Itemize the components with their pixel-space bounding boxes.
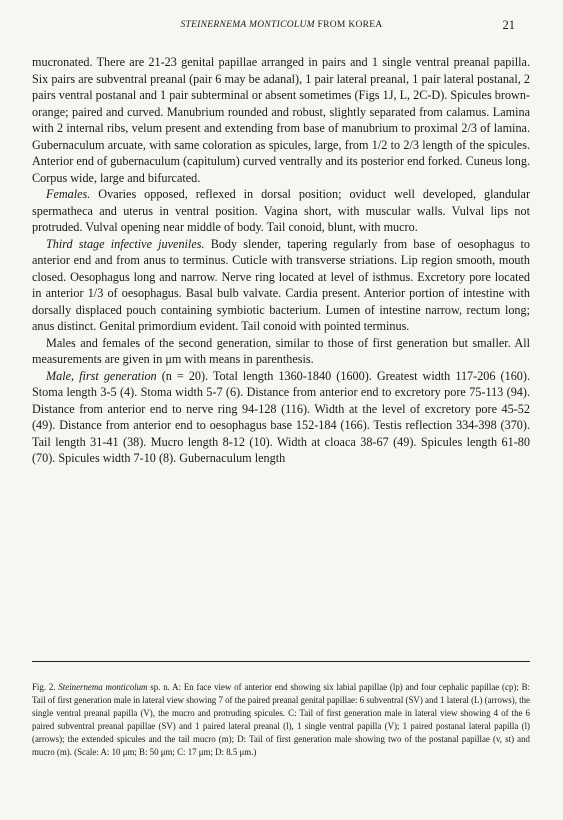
paragraph-lead: Females. bbox=[46, 187, 91, 201]
paragraph-infective-juveniles bbox=[32, 236, 530, 335]
running-head-rest: FROM KOREA bbox=[314, 20, 383, 30]
paragraph-second-generation bbox=[32, 335, 530, 368]
caption-fig-label: Fig. 2. bbox=[32, 682, 56, 692]
running-head bbox=[0, 20, 563, 30]
figure-caption bbox=[32, 681, 530, 760]
body-text bbox=[32, 54, 530, 467]
paragraph-lead: Male, first generation bbox=[46, 368, 157, 383]
paragraph-text: (n = 20). Total length 1360-1840 (1600). Greatest width 117-206 (160). Stoma length 3-5 (4). Stoma width 5-7 (6). Distance from anterior end to excretory pore 75-113 (94). Distance from anterior end to nerve ring 94-128 (116). Width at the level of excretory pore 45-52 (49). Distance from anterior end to oesophagus base 152-184 (166). Testis reflection 334-398 (370). Tail length 31-41 (38). Mucro length 8-12 (10). Width at cloaca 38-67 (49). Spicules length 61-80 (70). Spicules width 7-10 (8). Gubernaculum length bbox=[32, 368, 530, 465]
caption-species: Steinernema monticolum bbox=[58, 682, 148, 692]
paragraph-text: Males and females of the second generation, similar to those of first generation but smaller. All measurements are given in μm with means in parenthesis. bbox=[32, 335, 530, 366]
paragraph-text: Body slender, tapering regularly from base of oesophagus to anterior end and from anus to terminus. Cuticle with transverse striations. Lip region smooth, mouth closed. Oesophagus long and narrow. Nerve ring located at level of isthmus. Excretory pore located in anterior 1/3 of oesophagus. Basal bulb valvate. Cardia present. Anterior portion of intestine with dorsally displaced pouch containing symbiotic bacterium. Lumen of intestine narrow, rectum long; anus distinct. Genital primordium evident. Tail conoid with pointed terminus. bbox=[32, 236, 530, 333]
paragraph-lead: Third stage infective juveniles. bbox=[46, 236, 205, 251]
running-head-species: STEINERNEMA MONTICOLUM bbox=[180, 20, 315, 30]
paragraph-text: Ovaries opposed, reflexed in dorsal position; oviduct well developed, glandular spermatheca and uterus in ventral position. Vagina short, with muscular walls. Vulval lips not protruded. Vulval opening near middle of body. Tail conoid, blunt, with mucro. bbox=[32, 187, 530, 234]
paragraph-females bbox=[32, 186, 530, 236]
caption-divider bbox=[32, 661, 530, 662]
page-number: 21 bbox=[502, 18, 515, 32]
caption-text: sp. n. A: En face view of anterior end showing six labial papillae (lp) and four cephalic papillae (cp); B: Tail of first generation male in lateral view showing 7 of the paired preanal genital papillae: 6 subventral (SV) and 1 lateral (L) (arrows), the single ventral preanal papilla (V), the mucro and protruding spicules. C: Tail of first generation male in lateral view showing 4 of the 6 paired subventral preanal papillae (SV) and 1 paired lateral preanal (l), 1 single ventral papilla (V); 1 paired postanal lateral papilla (l) (arrows); the extended spicules and the tail mucro (m); D: Tail of first generation male showing two of the postanal papillae (v, st) and mucro (m). (Scale: A: 10 μm; B: 50 μm; C: 17 μm; D: 8.5 μm.) bbox=[32, 682, 531, 758]
paragraph-male-description bbox=[32, 54, 530, 186]
paragraph-male-measurements bbox=[32, 368, 530, 467]
paragraph-text: mucronated. There are 21-23 genital papillae arranged in pairs and 1 single ventral preanal papilla. Six pairs are subventral preanal (pair 6 may be adanal), 1 pair lateral preanal, 1 pair lateral postanal, 2 pairs ventral postanal and 1 pair subterminal or absent sometimes (Figs 1J, L, 2C-D). Spicules brown-orange; paired and curved. Manubrium rounded and robust, slightly separated from calamus. Lamina with 2 internal ribs, velum present and extending from base of manubrium to proximal 2/3 of lamina. Gubernaculum arcuate, with same coloration as spicules, large, from 1/2 to 2/3 length of the spicules. Anterior end of gubernaculum (capitulum) curved ventrally and its posterior end forked. Cuneus long. Corpus wide, large and bifurcated. bbox=[32, 55, 530, 185]
